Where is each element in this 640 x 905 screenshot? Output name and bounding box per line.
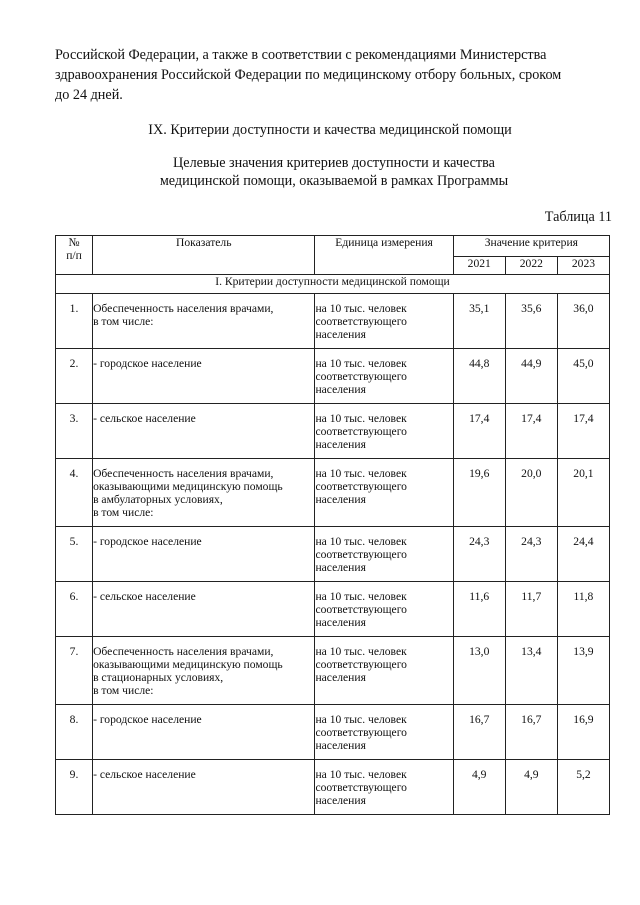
unit-line: на 10 тыс. человек (315, 713, 407, 726)
row-indicator (93, 637, 315, 705)
unit-line: на 10 тыс. человек (315, 590, 407, 603)
row-indicator (93, 349, 315, 404)
header-year: 2023 (557, 257, 609, 275)
header-year: 2022 (505, 257, 557, 275)
row-unit (315, 527, 453, 582)
indicator-line: Обеспеченность населения врачами, (93, 467, 274, 480)
row-value-2022: 17,4 (505, 404, 557, 459)
row-unit (315, 349, 453, 404)
row-unit (315, 404, 453, 459)
unit-line: населения (315, 561, 366, 574)
row-value-2021: 13,0 (453, 637, 505, 705)
indicator-line: - городское население (93, 713, 202, 726)
row-value-2023: 24,4 (557, 527, 609, 582)
intro-paragraph (55, 45, 608, 105)
criteria-table (55, 235, 610, 815)
header-unit: Единица измерения (315, 236, 453, 275)
row-value-2021: 35,1 (453, 294, 505, 349)
row-value-2021: 4,9 (453, 760, 505, 815)
table-row (56, 294, 610, 349)
unit-line: соответствующего (315, 603, 407, 616)
unit-line: на 10 тыс. человек (315, 467, 407, 480)
unit-line: на 10 тыс. человек (315, 645, 407, 658)
intro-line: здравоохранения Российской Федерации по медицинскому отбору больных, сроком (55, 67, 562, 83)
row-value-2022: 11,7 (505, 582, 557, 637)
row-value-2023: 16,9 (557, 705, 609, 760)
indicator-line: - сельское население (93, 768, 196, 781)
row-unit (315, 637, 453, 705)
row-value-2021: 44,8 (453, 349, 505, 404)
unit-line: населения (315, 739, 366, 752)
header-year: 2021 (453, 257, 505, 275)
row-value-2022: 13,4 (505, 637, 557, 705)
row-number: 2. (56, 349, 93, 404)
row-number: 7. (56, 637, 93, 705)
table-row (56, 404, 610, 459)
row-unit (315, 760, 453, 815)
row-value-2022: 4,9 (505, 760, 557, 815)
table-row (56, 349, 610, 404)
row-indicator (93, 582, 315, 637)
row-indicator (93, 294, 315, 349)
row-value-2021: 19,6 (453, 459, 505, 527)
indicator-line: в стационарных условиях, (93, 671, 224, 684)
unit-line: на 10 тыс. человек (315, 357, 407, 370)
indicator-line: - городское население (93, 357, 202, 370)
unit-line: на 10 тыс. человек (315, 768, 407, 781)
row-unit (315, 705, 453, 760)
unit-line: соответствующего (315, 658, 407, 671)
row-value-2022: 35,6 (505, 294, 557, 349)
row-value-2022: 20,0 (505, 459, 557, 527)
intro-line: Российской Федерации, а также в соответствии с рекомендациями Министерства (55, 47, 547, 63)
indicator-line: в том числе: (93, 506, 154, 519)
intro-line: до 24 дней. (55, 87, 123, 103)
unit-line: населения (315, 328, 366, 341)
row-value-2023: 45,0 (557, 349, 609, 404)
unit-line: соответствующего (315, 370, 407, 383)
header-number-line: № (68, 236, 80, 249)
row-value-2021: 17,4 (453, 404, 505, 459)
row-number: 3. (56, 404, 93, 459)
row-value-2023: 13,9 (557, 637, 609, 705)
indicator-line: - сельское население (93, 412, 196, 425)
unit-line: населения (315, 794, 366, 807)
header-number-line: п/п (66, 249, 82, 262)
row-indicator (93, 459, 315, 527)
row-number: 4. (56, 459, 93, 527)
unit-line: соответствующего (315, 726, 407, 739)
indicator-line: в том числе: (93, 315, 154, 328)
row-indicator (93, 527, 315, 582)
row-value-2023: 11,8 (557, 582, 609, 637)
row-value-2021: 16,7 (453, 705, 505, 760)
table-row (56, 705, 610, 760)
row-number: 6. (56, 582, 93, 637)
row-number: 5. (56, 527, 93, 582)
table-section-row: I. Критерии доступности медицинской помощи (56, 275, 610, 294)
header-criterion-value: Значение критерия (453, 236, 609, 257)
indicator-line: оказывающими медицинскую помощь (93, 480, 283, 493)
unit-line: населения (315, 493, 366, 506)
row-value-2023: 17,4 (557, 404, 609, 459)
row-value-2021: 24,3 (453, 527, 505, 582)
row-value-2023: 36,0 (557, 294, 609, 349)
unit-line: населения (315, 383, 366, 396)
unit-line: соответствующего (315, 548, 407, 561)
unit-line: населения (315, 616, 366, 629)
row-value-2022: 24,3 (505, 527, 557, 582)
table-row (56, 527, 610, 582)
row-number: 8. (56, 705, 93, 760)
row-value-2023: 5,2 (557, 760, 609, 815)
row-value-2022: 44,9 (505, 349, 557, 404)
row-indicator (93, 404, 315, 459)
subheading-line: медицинской помощи, оказываемой в рамках Программы (159, 173, 509, 189)
row-unit (315, 582, 453, 637)
indicator-line: Обеспеченность населения врачами, (93, 645, 274, 658)
table-row (56, 582, 610, 637)
table-row (56, 637, 610, 705)
indicator-line: в амбулаторных условиях, (93, 493, 223, 506)
header-number (56, 236, 93, 275)
subheading-line: Целевые значения критериев доступности и качества (173, 155, 495, 171)
indicator-line: - сельское население (93, 590, 196, 603)
unit-line: на 10 тыс. человек (315, 535, 407, 548)
row-unit (315, 294, 453, 349)
unit-line: на 10 тыс. человек (315, 302, 407, 315)
row-unit (315, 459, 453, 527)
row-number: 9. (56, 760, 93, 815)
header-indicator: Показатель (93, 236, 315, 275)
table-row (56, 459, 610, 527)
row-number: 1. (56, 294, 93, 349)
row-value-2022: 16,7 (505, 705, 557, 760)
indicator-line: - городское население (93, 535, 202, 548)
unit-line: населения (315, 438, 366, 451)
row-value-2021: 11,6 (453, 582, 505, 637)
row-indicator (93, 705, 315, 760)
table-row (56, 760, 610, 815)
unit-line: населения (315, 671, 366, 684)
unit-line: соответствующего (315, 480, 407, 493)
indicator-line: Обеспеченность населения врачами, (93, 302, 274, 315)
row-value-2023: 20,1 (557, 459, 609, 527)
row-indicator (93, 760, 315, 815)
indicator-line: оказывающими медицинскую помощь (93, 658, 283, 671)
indicator-line: в том числе: (93, 684, 154, 697)
table-label: Таблица 11 (544, 209, 612, 225)
unit-line: соответствующего (315, 315, 407, 328)
unit-line: соответствующего (315, 425, 407, 438)
unit-line: на 10 тыс. человек (315, 412, 407, 425)
section-heading: IX. Критерии доступности и качества медицинской помощи (148, 122, 512, 138)
unit-line: соответствующего (315, 781, 407, 794)
